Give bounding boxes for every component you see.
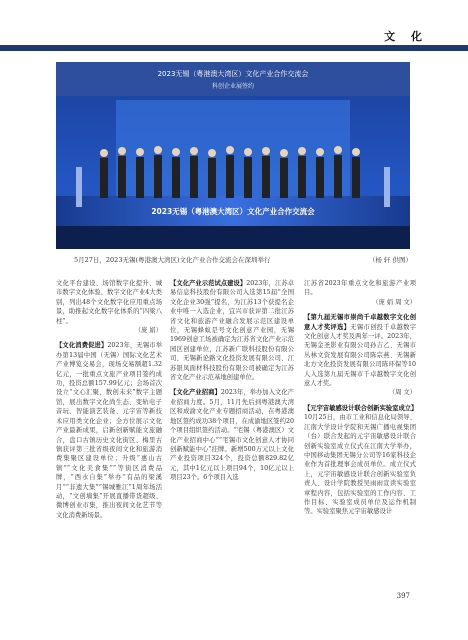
photo-caption <box>74 255 412 264</box>
column-2 <box>170 279 294 489</box>
article-body: 10月25日，由市工业和信息化局领导、江南大学设计学院和无锡广播电视集团（台）联合发起的元宇宙敏感设计联合创新实验室成立仪式在江南大学举办，中国移动集团无锡分公司等16家科技企业作为首批理事会成员单位。成立仪式上，元宇宙敏感设计联合创新实验室负责人、设计学院教授吴雨雨宣读实验室章程内容，包括实验室的工作内容、工作目标、实验室成员单位及运作机制等。实验室聚焦元宇宙敏感设计 <box>304 414 416 516</box>
article-body: 文化平台建设、场馆数字化提升、城市数字文化体验、数字文化产业4大类别，列出48个文化数字化应用重点场景，助推起文化数字化体系的“四梁八柱”。 <box>56 280 162 325</box>
header-bar <box>0 45 468 51</box>
banner-sub-text: 科创企业展签约 <box>211 83 255 90</box>
article-body: 江苏省2023年重点文化和旅游产业项目。 <box>304 280 416 297</box>
caption-credit: （杨 轩 供图） <box>368 256 412 264</box>
article-heading: 【文化消费促进】 <box>56 342 108 350</box>
column-3 <box>304 279 416 523</box>
article <box>304 404 416 517</box>
section-title: 文 化 <box>384 30 428 43</box>
article <box>56 279 162 335</box>
article-byline: （周 文） <box>388 389 416 397</box>
article <box>170 279 294 382</box>
article-byline: （庞 娟） <box>134 327 162 335</box>
column-1 <box>56 279 162 526</box>
article-byline: （庞 娟 周 文） <box>372 298 416 306</box>
caption-text: 5月27日，2023无锡(粤港澳大湾区)文化产业合作交流会在深圳举行 <box>74 256 271 264</box>
article-heading: 【文化产业招商】 <box>170 389 221 397</box>
article <box>304 279 416 307</box>
article <box>170 388 294 482</box>
article-heading: 【文化产业示范试点建设】 <box>170 280 247 287</box>
article-body: 无锡市创投千卓越数字文化创意人才奖及两年一评。2023年，无锡金圣影业有限公司孙吉乙、无锡市丛林文资发展有限公司陈宗燕、无锡新北方文化投资发展有限公司陈环保等10人入选第九届无锡市千卓越数字文化创意人才奖。 <box>304 323 417 388</box>
page-number: 397 <box>396 592 410 600</box>
article <box>304 313 416 398</box>
article-heading: 【第九届无锡市崇尚千卓越数字文化创意人才奖评选】 <box>304 314 416 331</box>
article <box>56 341 162 520</box>
stage-text: 2023无锡（粤港澳大湾区）文化产业合作交流会 <box>151 207 315 216</box>
article-body: 2023年，举办加入文化产业招商力度。5月，11月先后到粤港澳大湾区和成渝文化产业专题招商活动，在粤港澳地区签约成功38个项目，在成渝地区签约20个项目组织签约活动。“宅锡（粤港澳区）文化产业招商中心”“宅锡市文化创意人才协同创新赋能中心”挂牌。新增500万元以上文化产业投资项目324个，投资总额829.82亿元，其中1亿元以上项目94个，10亿元以上项目23个。6个项目入选 <box>170 389 294 482</box>
article-body: 2023年，无锡市举办第13届中国（无锡）国际文化艺术产业博览交易会，现场交易额超1.32亿元，一批重点文旅产业项目签约成功，投资总额157.99亿元；会场首次设立“文心汇聚，数创未来”数字主题馆，展出数字文化尚生态、变轨电子音玩、智能演艺装备、元宇宙等新技术应用类文化企业；全方位展示文化产业最新成果，启新创新赋能文旅融合，盘口古镇历史文化街区、梅里古镇获评第三批省级夜间文化和旅游消费集聚区建设单位；升级“惠山古镇”“文化美食集”“等街区消费品牌，“西水自集”举办“有品的梁溪月”“非遗大集”“锡城雅江”1周年场活动，“文创墙集”开展直播带货超级、微博创业市集，推出夜间文化艺节等文化消费新场景。 <box>56 342 163 519</box>
article-body: 2023年，江苏卓易信息科技股份有限公司入选第15届“全国文化企业30强”提名，为江苏13个获提名企业中唯一入选企业，宜兴市获评第二批江苏省文化和旅游产业融合发展示范区建设单位，无锡蜂蚁是号文化创意产业园，无锡1969创意工场被确定为江苏省文化产业示范园区创建单位，江苏新广联科技股份有限公司、无锡新论路文化投资发展有限公司、江苏银凤面材科技股份有限公司被确定为江苏省文化产业示范基地创建单位。 <box>170 280 294 382</box>
event-photo <box>56 62 410 249</box>
banner-top-text: 2023无锡（粤港澳大湾区）文化产业合作交流会 <box>157 70 309 78</box>
article-heading: 【元宇宙敏感设计联合创新实验室成立】 <box>304 404 418 412</box>
